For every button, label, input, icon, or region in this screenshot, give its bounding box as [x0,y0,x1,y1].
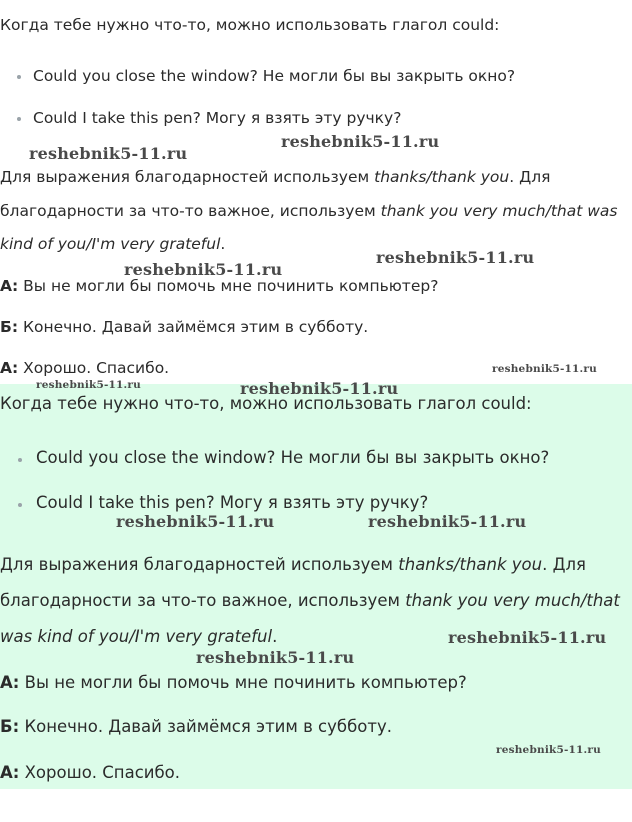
thanks-phrase: thank you very much/that [405,591,620,610]
bullet-item: Could I take this pen? Могу я взять эту ручку? [33,109,402,127]
speaker-label: Б: [0,318,19,336]
thanks-text: Для выражения благодарностей используем [0,168,370,186]
dialog-text: Конечно. Давай займёмся этим в субботу. [22,318,369,336]
dialog-line [0,277,438,295]
speaker-label: Б: [0,717,20,736]
thanks-phrase: was kind of you/I'm very grateful [0,627,273,646]
thanks-paragraph-line-2 [0,591,620,610]
dialog-text: Вы не могли бы помочь мне починить компьютер? [23,277,439,295]
thanks-text: . Для [509,168,551,186]
thanks-text: . Для [542,555,586,574]
intro-text: Когда тебе нужно что-то, можно использовать глагол could: [0,394,532,413]
bullet-dot-icon [18,503,22,507]
lesson-block-bottom [0,379,632,789]
dialog-line [0,673,467,692]
lesson-block-top [0,0,632,384]
bullet-dot-icon [17,117,21,121]
thanks-phrase: thanks/thank you [374,168,510,186]
bullet-dot-icon [18,458,22,462]
dialog-text: Хорошо. Спасибо. [24,763,181,782]
watermark-text: reshebnik5-11.ru [448,628,607,647]
speaker-label: А: [0,359,19,377]
watermark-text: reshebnik5-11.ru [376,248,535,267]
thanks-paragraph-line-2 [0,202,617,220]
intro-text: Когда тебе нужно что-то, можно использовать глагол could: [0,16,500,34]
dialog-line [0,359,169,377]
thanks-phrase: thank you very much/that was [380,202,618,220]
dialog-text: Вы не могли бы помочь мне починить компьютер? [24,673,467,692]
speaker-label: А: [0,763,20,782]
watermark-text: reshebnik5-11.ru [496,744,601,756]
thanks-paragraph-line-1 [0,555,586,574]
thanks-phrase: kind of you/I'm very grateful [0,235,221,253]
speaker-label: А: [0,673,20,692]
thanks-text: . [220,235,226,253]
speaker-label: А: [0,277,19,295]
watermark-text: reshebnik5-11.ru [368,512,527,531]
thanks-paragraph-line-1 [0,168,550,186]
watermark-text: reshebnik5-11.ru [492,363,597,375]
thanks-paragraph-line-3 [0,235,225,253]
thanks-text: благодарности за что-то важное, используем [0,591,400,610]
thanks-text: Для выражения благодарностей используем [0,555,394,574]
bullet-dot-icon [17,75,21,79]
dialog-line [0,763,180,782]
dialog-line [0,318,368,336]
thanks-paragraph-line-3 [0,627,277,646]
watermark-text: reshebnik5-11.ru [196,648,355,667]
bullet-item: Could I take this pen? Могу я взять эту ручку? [36,493,429,512]
bullet-item: Could you close the window? Не могли бы вы закрыть окно? [33,67,516,85]
watermark-text: reshebnik5-11.ru [29,144,188,163]
dialog-text: Хорошо. Спасибо. [23,359,170,377]
watermark-text: reshebnik5-11.ru [116,512,275,531]
watermark-text: reshebnik5-11.ru [281,132,440,151]
dialog-line [0,717,392,736]
watermark-text: reshebnik5-11.ru [124,260,283,279]
bullet-item: Could you close the window? Не могли бы вы закрыть окно? [36,448,550,467]
dialog-text: Конечно. Давай займёмся этим в субботу. [24,717,392,736]
thanks-text: . [272,627,278,646]
thanks-text: благодарности за что-то важное, используем [0,202,376,220]
watermark-text: reshebnik5-11.ru [240,379,399,398]
thanks-phrase: thanks/thank you [398,555,543,574]
watermark-text: reshebnik5-11.ru [36,379,141,391]
